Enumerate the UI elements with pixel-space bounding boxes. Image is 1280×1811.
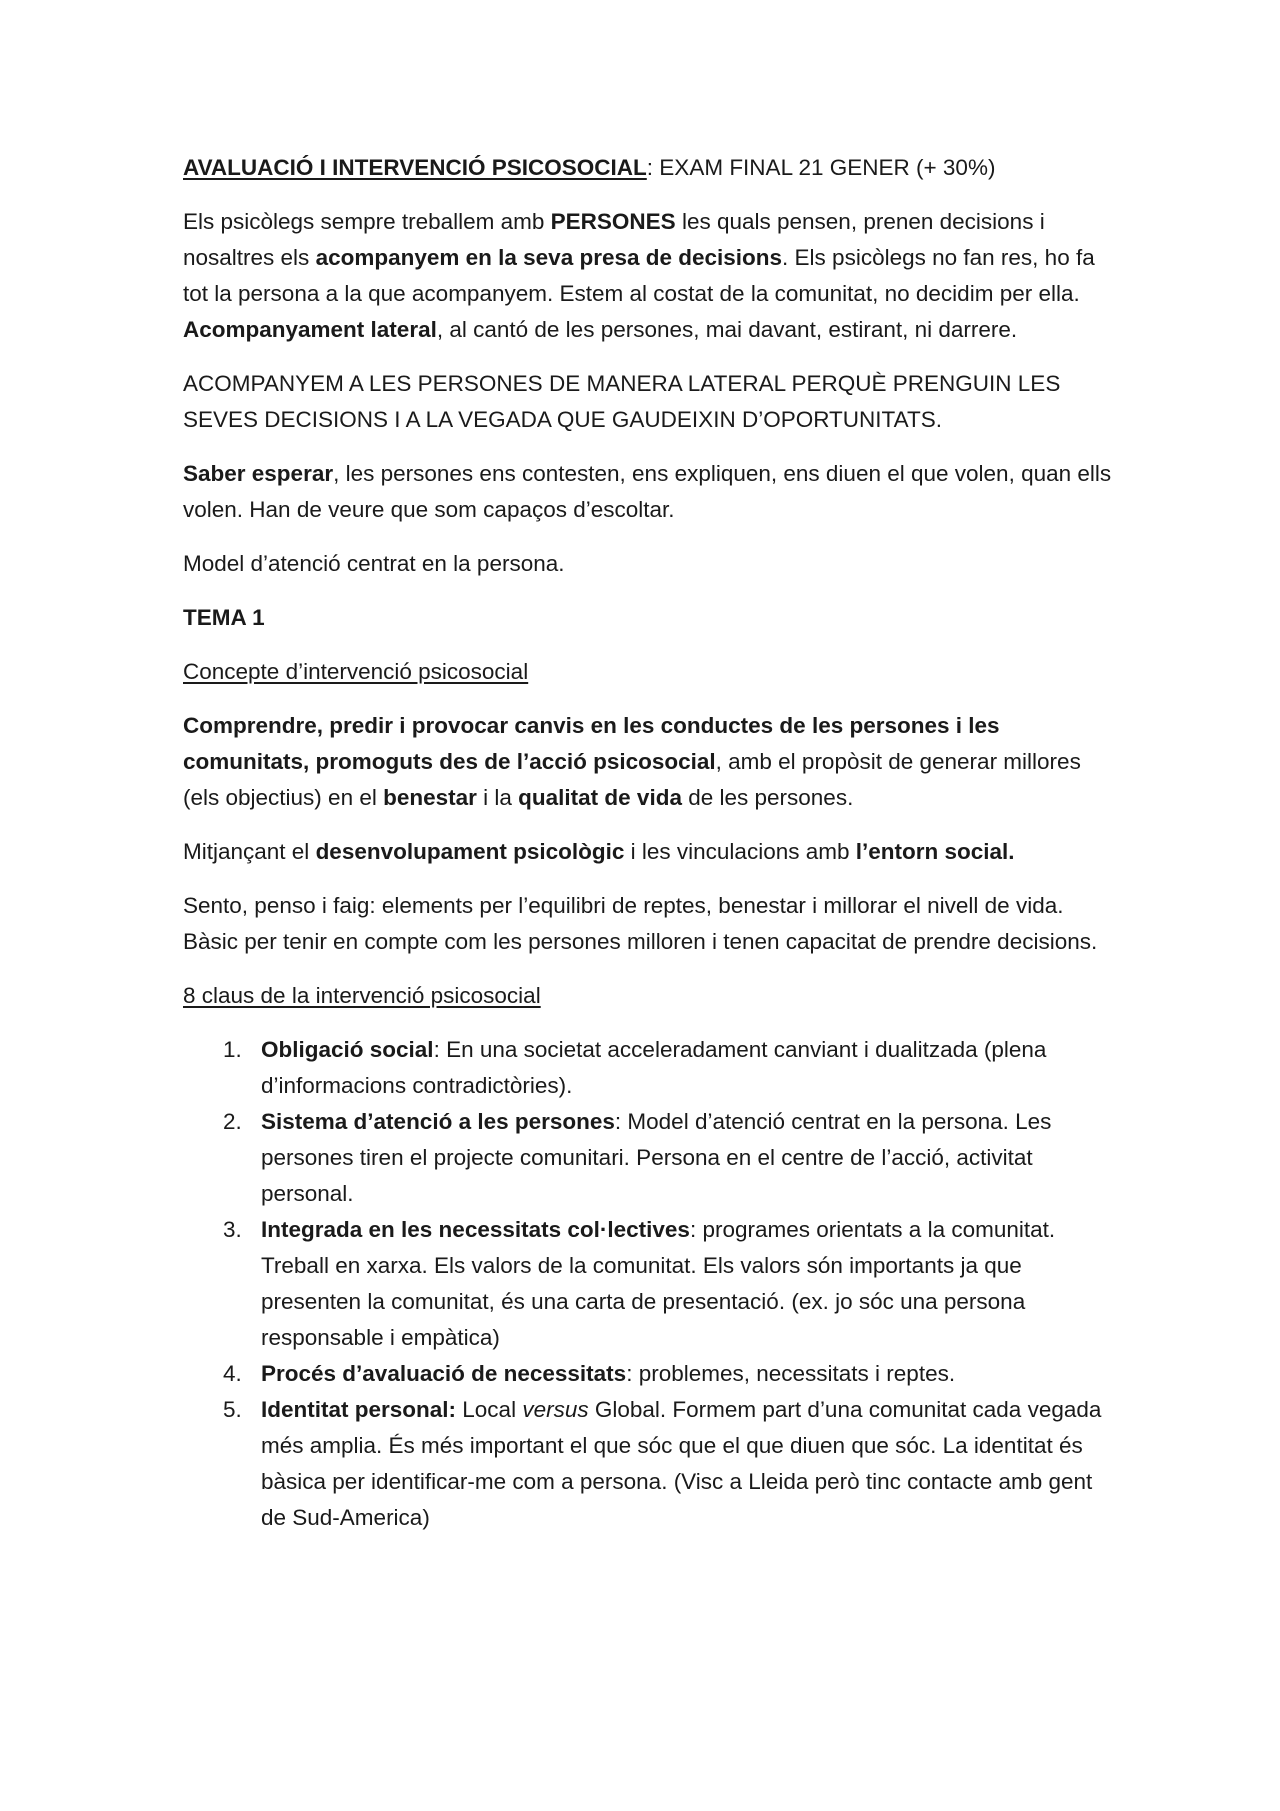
list-number: 3.: [223, 1217, 242, 1242]
text-span: i les vinculacions amb: [624, 839, 856, 864]
text-span: : En una societat acceleradament canviant i dualitzada (plena d’informacions contradictòries).: [261, 1037, 1047, 1098]
list-number: 2.: [223, 1109, 242, 1134]
claus-list: [183, 1032, 1113, 1536]
list-item: [183, 1212, 1113, 1356]
paragraph-saber-esperar: [183, 456, 1113, 528]
text-span: de les persones.: [681, 785, 854, 810]
text-span: les quals pensen, prenen decisions i nosaltres els: [183, 209, 1045, 270]
bold-span: Identitat personal:: [261, 1397, 457, 1422]
bold-span: Sistema d’atenció a les persones: [261, 1109, 615, 1134]
text-span: , amb el propòsit de generar millores (els objectius) en el: [183, 749, 1081, 810]
list-item: [183, 1032, 1113, 1104]
bold-span: Integrada en les necessitats col·lectives: [261, 1217, 690, 1242]
text-span: Global. Formem part d’una comunitat cada vegada més amplia. És més important el que sóc que el que diuen que sóc. La identitat és bàsica per identificar-me com a persona. (Visc a Lleida però tinc contacte amb gent de Sud-America): [261, 1397, 1102, 1530]
document-title: [183, 150, 1113, 186]
text-span: . Els psicòlegs no fan res, ho fa tot la persona a la que acompanyem. Estem al costat de la comunitat, no decidim per ella.: [183, 245, 1095, 306]
document-page: [183, 150, 1113, 1536]
text-span: : Model d’atenció centrat en la persona. Les persones tiren el projecte comunitari. Persona en el centre de l’acció, activitat personal.: [261, 1109, 1052, 1206]
bold-span: Saber esperar: [183, 461, 334, 486]
list-number: 4.: [223, 1361, 242, 1386]
text-span: Els psicòlegs sempre treballem amb: [183, 209, 551, 234]
list-number: 1.: [223, 1037, 242, 1062]
paragraph-mitjancant: [183, 834, 1113, 870]
bold-span: l’entorn social.: [855, 839, 1015, 864]
bold-span: desenvolupament psicològic: [315, 839, 625, 864]
text-span: : programes orientats a la comunitat. Treball en xarxa. Els valors de la comunitat. Els valors són importants ja que presenten la comunitat, és una carta de presentació. (ex. jo sóc una persona responsable i empàtica): [261, 1217, 1056, 1350]
text-span: , al cantó de les persones, mai davant, estirant, ni darrere.: [436, 317, 1018, 342]
bold-span: Procés d’avaluació de necessitats: [261, 1361, 627, 1386]
paragraph-uppercase: ACOMPANYEM A LES PERSONES DE MANERA LATERAL PERQUÈ PRENGUIN LES SEVES DECISIONS I A LA VEGADA QUE GAUDEIXIN D’OPORTUNITATS.: [183, 371, 1061, 432]
title-main: AVALUACIÓ I INTERVENCIÓ PSICOSOCIAL: [183, 155, 647, 180]
list-item: [183, 1356, 1113, 1392]
subheading-claus: 8 claus de la intervenció psicosocial: [183, 983, 541, 1008]
title-rest: : EXAM FINAL 21 GENER (+ 30%): [646, 155, 996, 180]
bold-span: Acompanyament lateral: [183, 317, 437, 342]
section-heading-tema: TEMA 1: [183, 605, 265, 630]
bold-span: Comprendre, predir i provocar canvis en les conductes de les persones i les comunitats, promoguts des de l’acció psicosocial: [183, 713, 1000, 774]
bold-span: benestar: [383, 785, 477, 810]
text-span: : problemes, necessitats i reptes.: [626, 1361, 956, 1386]
paragraph-persones: [183, 204, 1113, 348]
paragraph-model: Model d’atenció centrat en la persona.: [183, 551, 565, 576]
subheading-concepte: Concepte d’intervenció psicosocial: [183, 659, 529, 684]
text-span: Local: [456, 1397, 523, 1422]
text-span: , les persones ens contesten, ens expliquen, ens diuen el que volen, quan ells volen. Han de veure que som capaços d’escoltar.: [183, 461, 1112, 522]
list-item: [183, 1104, 1113, 1212]
paragraph-sento: Sento, penso i faig: elements per l’equilibri de reptes, benestar i millorar el nivell de vida. Bàsic per tenir en compte com les persones milloren i tenen capacitat de prendre decisions.: [183, 893, 1098, 954]
text-span: Mitjançant el: [183, 839, 316, 864]
list-number: 5.: [223, 1397, 242, 1422]
bold-span: acompanyem en la seva presa de decisions: [315, 245, 783, 270]
bold-span: PERSONES: [550, 209, 676, 234]
paragraph-definition: [183, 708, 1113, 816]
bold-span: Obligació social: [261, 1037, 434, 1062]
list-item: [183, 1392, 1113, 1536]
italic-span: versus: [522, 1397, 589, 1422]
bold-span: qualitat de vida: [518, 785, 682, 810]
text-span: i la: [476, 785, 519, 810]
